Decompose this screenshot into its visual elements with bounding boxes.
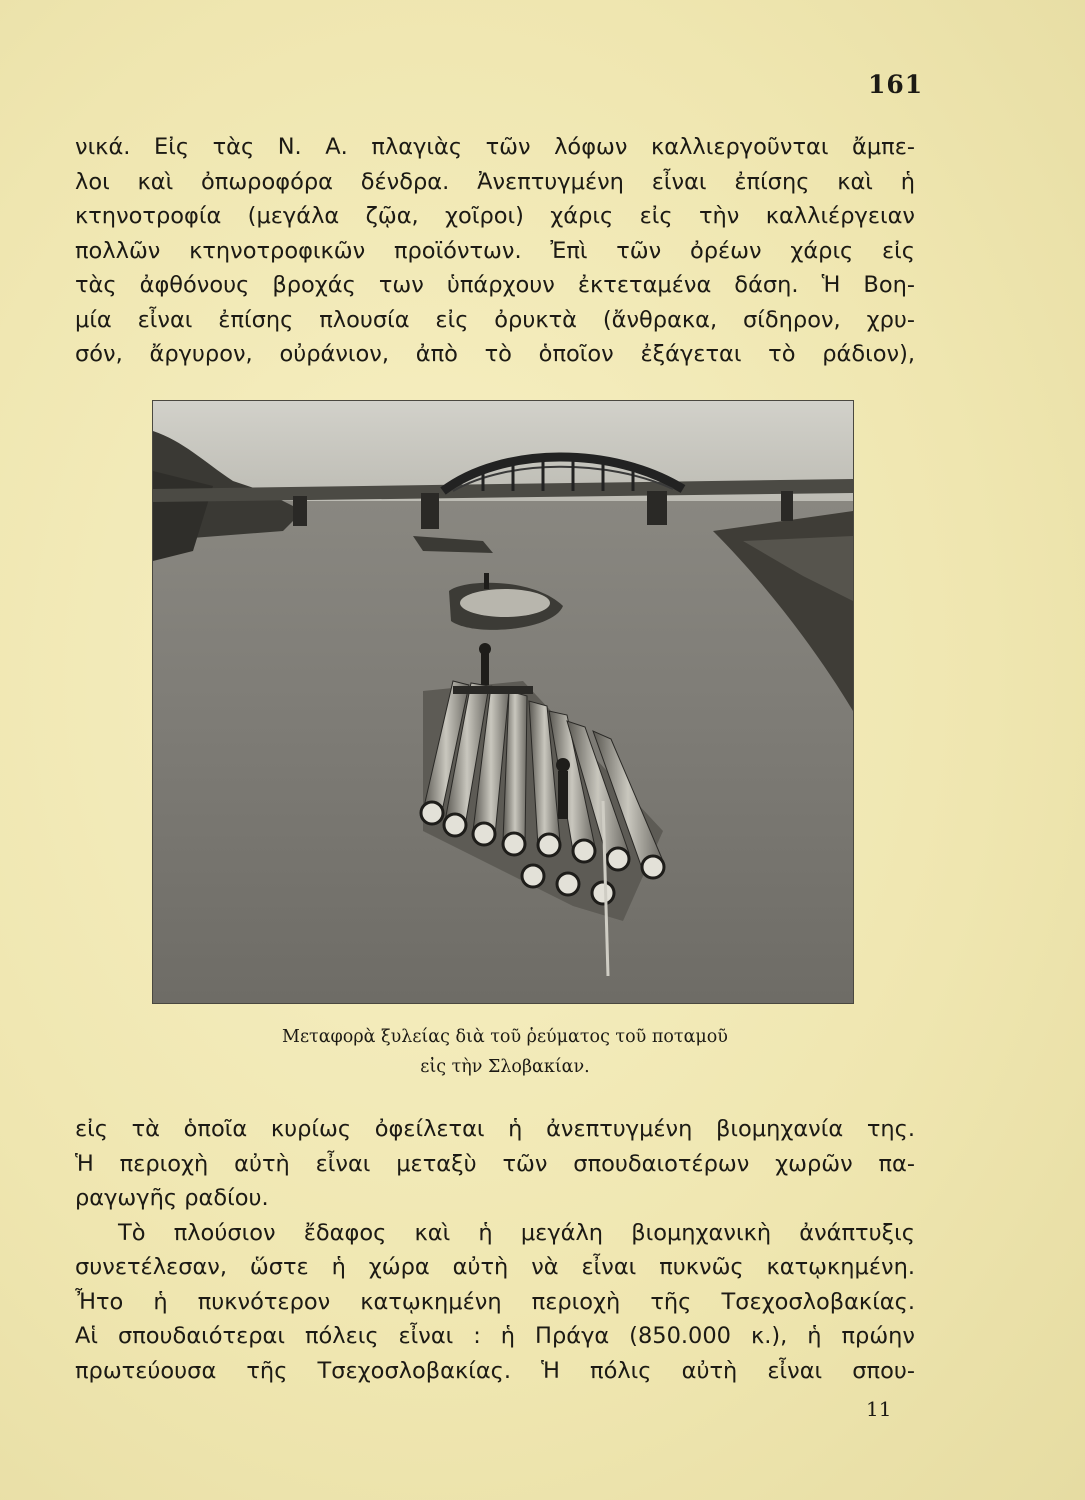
text-line: εἰς τὰ ὁποῖα κυρίως ὀφείλεται ἡ ἀνεπτυγμένη βιομηχανία της. [75, 1116, 915, 1142]
page-number: 161 [868, 70, 924, 99]
text-line: συνετέλεσαν, ὥστε ἡ χώρα αὐτὴ νὰ εἶναι πυκνῶς κατῳκημένη. [75, 1254, 915, 1280]
text-line: λοι καὶ ὀπωροφόρα δένδρα. Ἀνεπτυγμένη εἶναι ἐπίσης καὶ ἡ [75, 168, 915, 195]
text-line: πρωτεύουσα τῆς Τσεχοσλοβακίας. Ἡ πόλις αὐτὴ εἶναι σπου- [75, 1357, 915, 1384]
text-line: κτηνοτροφία (μεγάλα ζῷα, χοῖροι) χάρις εἰς τὴν καλλιέργειαν [75, 203, 915, 229]
text-line: ραγωγῆς ραδίου. [75, 1185, 269, 1211]
text-line: πολλῶν κτηνοτροφικῶν προϊόντων. Ἐπὶ τῶν ὀρέων χάρις εἰς [75, 237, 915, 264]
text-line: Ἦτο ἡ πυκνότερον κατῳκημένη περιοχὴ τῆς Τσεχοσλοβακίας. [75, 1288, 915, 1315]
text-line: Αἱ σπουδαιότεραι πόλεις εἶναι : ἡ Πράγα (850.000 κ.), ἡ πρώην [75, 1323, 915, 1349]
figure-caption-line-2: εἰς τὴν Σλοβακίαν. [420, 1057, 590, 1077]
text-line: νικά. Εἰς τὰς Ν. Α. πλαγιὰς τῶν λόφων καλλιεργοῦνται ἄμπε- [75, 134, 915, 160]
figure-caption-line-1: Μεταφορὰ ξυλείας διὰ τοῦ ῥεύματος τοῦ ποταμοῦ [282, 1027, 728, 1047]
signature-mark: 11 [866, 1397, 892, 1421]
text-line: μία εἶναι ἐπίσης πλουσία εἰς ὀρυκτὰ (ἄνθρακα, σίδηρον, χρυ- [75, 306, 915, 333]
text-line: σόν, ἄργυρον, οὐράνιον, ἀπὸ τὸ ὁποῖον ἐξάγεται τὸ ράδιον), [75, 341, 915, 367]
top-paragraph [75, 130, 915, 372]
text-line: τὰς ἀφθόνους βροχάς των ὑπάρχουν ἐκτεταμένα δάση. Ἡ Βοη- [75, 272, 915, 298]
river-timber-raft-photo [152, 400, 854, 1004]
text-line: Τὸ πλούσιον ἔδαφος καὶ ἡ μεγάλη βιομηχανικὴ ἀνάπτυξις [118, 1219, 915, 1246]
text-line: Ἡ περιοχὴ αὐτὴ εἶναι μεταξὺ τῶν σπουδαιοτέρων χωρῶν πα- [75, 1150, 915, 1177]
bottom-paragraph [75, 1112, 915, 1388]
